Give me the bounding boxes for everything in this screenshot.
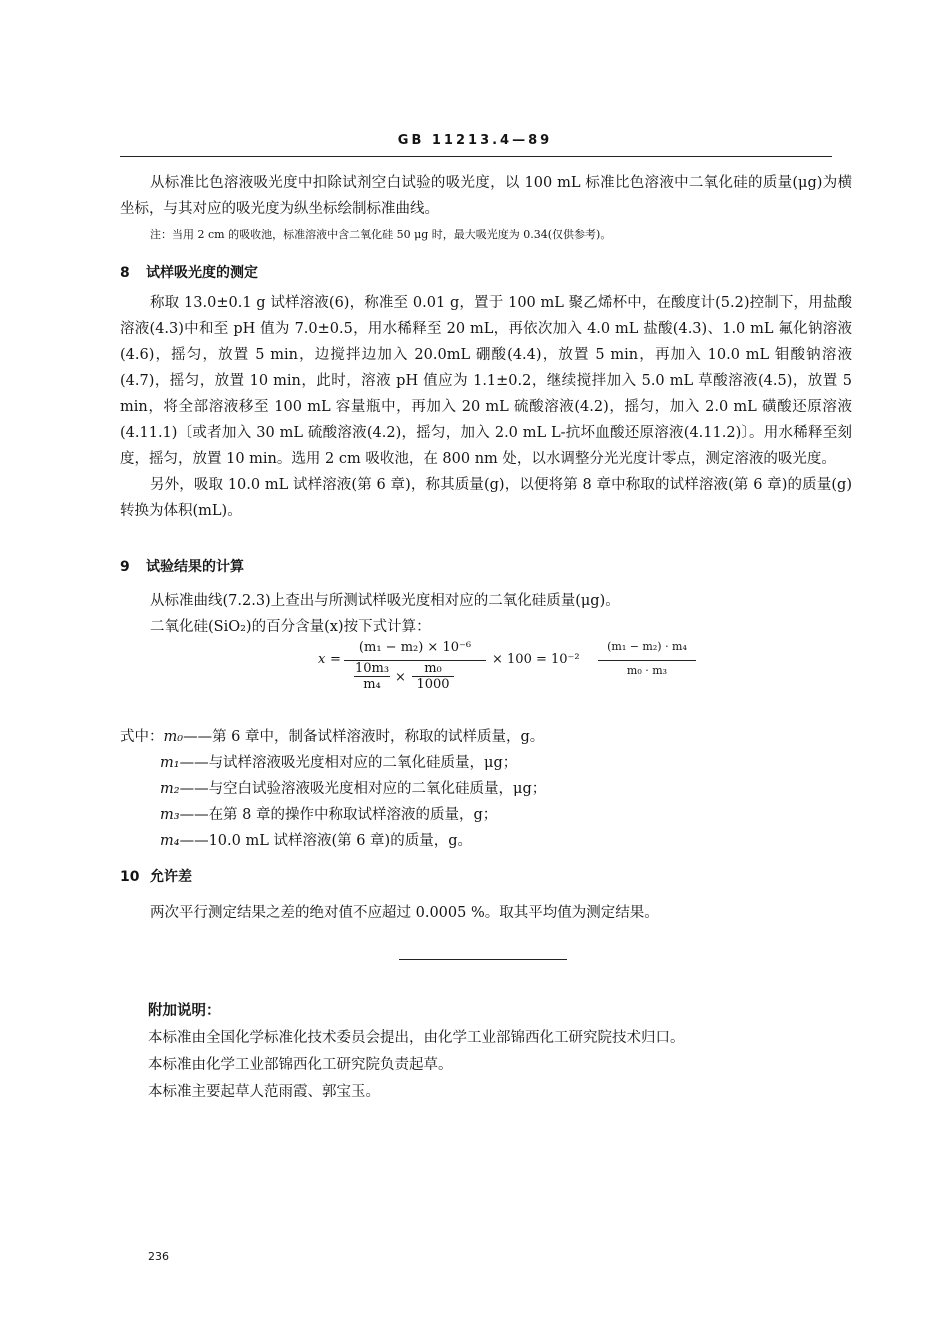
section-10-body xyxy=(120,900,852,926)
appendix-title: 附加说明： xyxy=(148,1003,221,1019)
section-9-line-2: 二氧化硅(SiO₂)的百分含量(x)按下式计算： xyxy=(150,619,431,635)
formula-den-times: × xyxy=(395,670,406,685)
legend-row xyxy=(120,750,860,776)
legend-symbol: m₂ xyxy=(160,781,180,797)
section-10-heading xyxy=(120,866,192,886)
section-9-title: 试验结果的计算 xyxy=(146,559,244,575)
legend-text: ——在第 8 章的操作中称取试样溶液的质量，g； xyxy=(179,807,498,823)
formula-denominator-b xyxy=(412,661,454,692)
legend-text: ——第 6 章中，制备试样溶液时，称取的试样质量，g。 xyxy=(183,729,545,745)
appendix xyxy=(148,998,848,1106)
legend-row xyxy=(120,776,860,802)
section-8-heading xyxy=(120,262,258,282)
formula-den-b-top: m₀ xyxy=(412,661,454,677)
legend-prefix: 式中： xyxy=(120,729,164,745)
section-8-title: 试样吸光度的测定 xyxy=(146,265,258,281)
section-10-paragraph: 两次平行测定结果之差的绝对值不应超过 0.0005 %。取其平均值为测定结果。 xyxy=(150,905,659,921)
legend-text: ——10.0 mL 试样溶液(第 6 章)的质量，g。 xyxy=(179,833,472,849)
formula-middle: × 100 = 10⁻² xyxy=(492,652,580,667)
page-number: 236 xyxy=(148,1250,169,1263)
formula-den-b-bottom: 1000 xyxy=(416,677,450,692)
formula-fraction2-numerator: (m₁ − m₂) · m₄ xyxy=(607,640,687,653)
legend-symbol: m₀ xyxy=(163,729,184,745)
legend-symbol: m₄ xyxy=(160,833,180,849)
legend-symbol: m₁ xyxy=(160,755,180,771)
silica-percentage-formula xyxy=(318,640,698,696)
section-8-number: 8 xyxy=(120,265,130,281)
formula-fraction2-bar xyxy=(598,660,696,661)
intro-paragraph: 从标准比色溶液吸光度中扣除试剂空白试验的吸光度，以 100 mL 标准比色溶液中二氧化硅的质量(μg)为横坐标，与其对应的吸光度为纵坐标绘制标准曲线。 xyxy=(120,175,852,217)
formula-denominator-a xyxy=(354,661,390,692)
formula-legend xyxy=(120,724,860,854)
legend-symbol: m₃ xyxy=(160,807,180,823)
section-10-title: 允许差 xyxy=(150,869,192,885)
formula-lhs: x xyxy=(318,652,326,667)
section-8-paragraph-1: 称取 13.0±0.1 g 试样溶液(6)，称准至 0.01 g，置于 100 mL 聚乙烯杯中，在酸度计(5.2)控制下，用盐酸溶液(4.3)中和至 pH 值为 7.0±0.5，用水稀释至 20 mL，再依次加入 4.0 mL 盐酸(4.3)、1.0 mL 氟化钠溶液(4.6)，摇匀，放置 5 min，边搅拌边加入 20.0mL 硼酸(4.4)，放置 5 min，再加入 10.0 mL 钼酸钠溶液(4.7)，摇匀，放置 10 min，此时，溶液 pH 值应为 1.1±0.2，继续搅拌加入 5.0 mL 草酸溶液(4.5)，放置 5 min，将全部溶液移至 100 mL 容量瓶中，再加入 20 mL 硫酸溶液(4.2)，摇匀，加入 2.0 mL 磺酸还原溶液(4.11.1)〔或者加入 30 mL 硫酸溶液(4.2)，摇匀，加入 2.0 mL L-抗坏血酸还原溶液(4.11.2)〕。用水稀释至刻度，摇匀，放置 10 min。选用 2 cm 吸收池，在 800 nm 处，以水调整分光光度计零点，测定溶液的吸光度。 xyxy=(120,295,852,467)
formula-numerator: (m₁ − m₂) × 10⁻⁶ xyxy=(358,640,472,655)
legend-row xyxy=(120,828,860,854)
formula-equals: = xyxy=(330,652,341,667)
appendix-line: 本标准由全国化学标准化技术委员会提出，由化学工业部锦西化工研究院技术归口。 xyxy=(148,1030,685,1046)
section-9-heading xyxy=(120,556,244,576)
section-9-line-1: 从标准曲线(7.2.3)上查出与所测试样吸光度相对应的二氧化硅质量(μg)。 xyxy=(150,593,620,609)
legend-row xyxy=(120,724,860,750)
appendix-line: 本标准由化学工业部锦西化工研究院负责起草。 xyxy=(148,1057,453,1073)
legend-text: ——与空白试验溶液吸光度相对应的二氧化硅质量，μg； xyxy=(179,781,547,797)
section-8-paragraph-2: 另外，吸取 10.0 mL 试样溶液(第 6 章)，称其质量(g)，以便将第 8 章中称取的试样溶液(第 6 章)的质量(g)转换为体积(mL)。 xyxy=(120,477,852,519)
end-rule xyxy=(399,959,567,960)
standard-code-header: GB 11213.4—89 xyxy=(397,133,553,148)
formula-den-a-bottom: m₄ xyxy=(363,677,381,692)
section-10-number: 10 xyxy=(120,869,140,885)
formula-fraction2-denominator: m₀ · m₃ xyxy=(626,664,668,677)
intro-block xyxy=(120,170,852,244)
section-9-body xyxy=(120,588,852,640)
header-rule xyxy=(120,156,832,157)
section-9-number: 9 xyxy=(120,559,130,575)
appendix-line: 本标准主要起草人范雨霞、郭宝玉。 xyxy=(148,1084,380,1100)
formula-den-a-top: 10m₃ xyxy=(354,661,390,676)
intro-note: 注：当用 2 cm 的吸收池，标准溶液中含二氧化硅 50 μg 时，最大吸光度为 0.34(仅供参考)。 xyxy=(150,228,612,241)
section-8-body xyxy=(120,290,852,524)
legend-row xyxy=(120,802,860,828)
legend-text: ——与试样溶液吸光度相对应的二氧化硅质量，μg； xyxy=(179,755,518,771)
